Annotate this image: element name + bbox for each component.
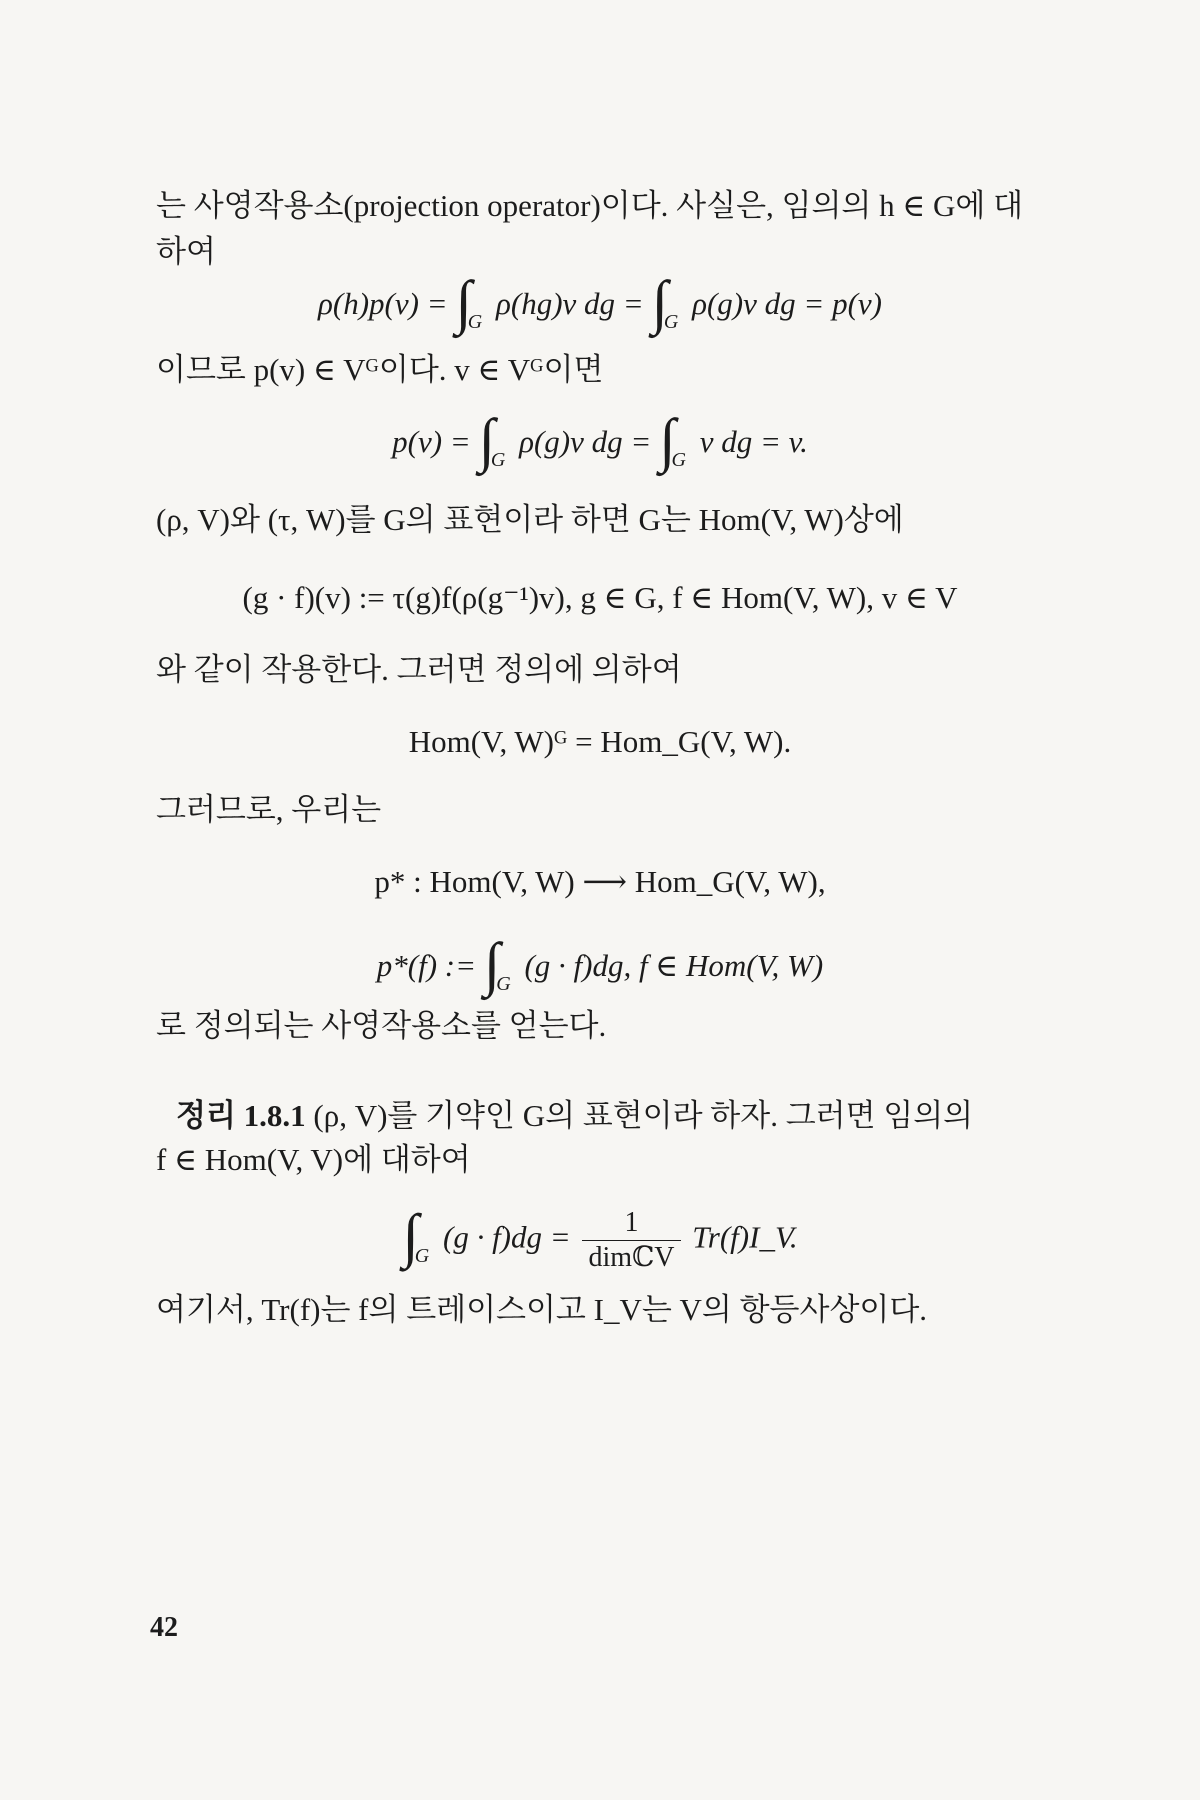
paragraph-line: f ∈ Hom(V, V)에 대하여 [156, 1142, 471, 1177]
equation-6 [0, 931, 1200, 1004]
theorem-line [176, 1096, 1040, 1136]
integral-subscript: G [663, 311, 679, 333]
eq-part: ρ(hg)v dg = [496, 286, 644, 321]
integral-sign: ∫ [483, 931, 501, 997]
paragraph-line: 그러므로, 우리는 [156, 792, 382, 827]
paragraph-line: 는 사영작용소(projection operator)이다. 사실은, 임의의 h ∈ G에 대 [156, 188, 1024, 223]
eq-part: ρ(h)p(v) = [318, 286, 448, 321]
equation-5: p* : Hom(V, W) ⟶ Hom_G(V, W), [374, 864, 826, 899]
page-number: 42 [150, 1612, 178, 1643]
paragraph-line: 와 같이 작용한다. 그러면 정의에 의하여 [156, 652, 682, 687]
fraction-numerator: 1 [582, 1206, 680, 1241]
theorem-label: 정리 1.8.1 [176, 1098, 306, 1133]
eq-part: ρ(g)v dg = [519, 424, 652, 459]
integral-sign: ∫ [659, 407, 676, 473]
fraction [582, 1206, 680, 1275]
paragraph-line: 로 정의되는 사영작용소를 얻는다. [156, 1008, 607, 1043]
theorem-text: (ρ, V)를 기약인 G의 표현이라 하자. 그러면 임의의 [313, 1098, 974, 1133]
integral-subscript: G [671, 449, 686, 471]
eq-part: (g · f)dg, f ∈ Hom(V, W) [524, 948, 824, 983]
fraction-denominator: dimℂV [588, 1242, 675, 1273]
equation-3: (g · f)(v) := τ(g)f(ρ(g⁻¹)v), g ∈ G, f ∈ Hom(V, W), v ∈ V [242, 580, 958, 615]
equation-2 [0, 407, 1200, 480]
integral-sign: ∫ [402, 1202, 419, 1269]
equation-4: Hom(V, W)ᴳ = Hom_G(V, W). [408, 724, 792, 759]
eq-part: p*(f) := [376, 948, 477, 983]
integral-subscript: G [467, 311, 483, 333]
paragraph-line: 여기서, Tr(f)는 f의 트레이스이고 I_V는 V의 항등사상이다. [156, 1292, 928, 1327]
equation-1 [0, 269, 1200, 342]
eq-part: p(v) = [392, 424, 471, 459]
eq-part: Tr(f)I_V. [692, 1219, 798, 1255]
integral-subscript: G [490, 449, 506, 471]
integral-sign: ∫ [651, 269, 668, 335]
paragraph-line: 이므로 p(v) ∈ Vᴳ이다. v ∈ Vᴳ이면 [156, 352, 604, 387]
integral-subscript: G [496, 973, 511, 995]
integral-sign: ∫ [455, 269, 472, 335]
equation-7 [0, 1202, 1200, 1276]
paragraph-line: (ρ, V)와 (τ, W)를 G의 표현이라 하면 G는 Hom(V, W)상에 [156, 502, 904, 537]
integral-subscript: G [414, 1244, 430, 1267]
eq-part: (g · f)dg = [443, 1219, 571, 1255]
eq-part: ρ(g)v dg = p(v) [692, 286, 882, 321]
integral-sign: ∫ [478, 407, 495, 473]
paragraph-line: 하여 [156, 234, 216, 269]
eq-part: v dg = v. [699, 424, 808, 459]
